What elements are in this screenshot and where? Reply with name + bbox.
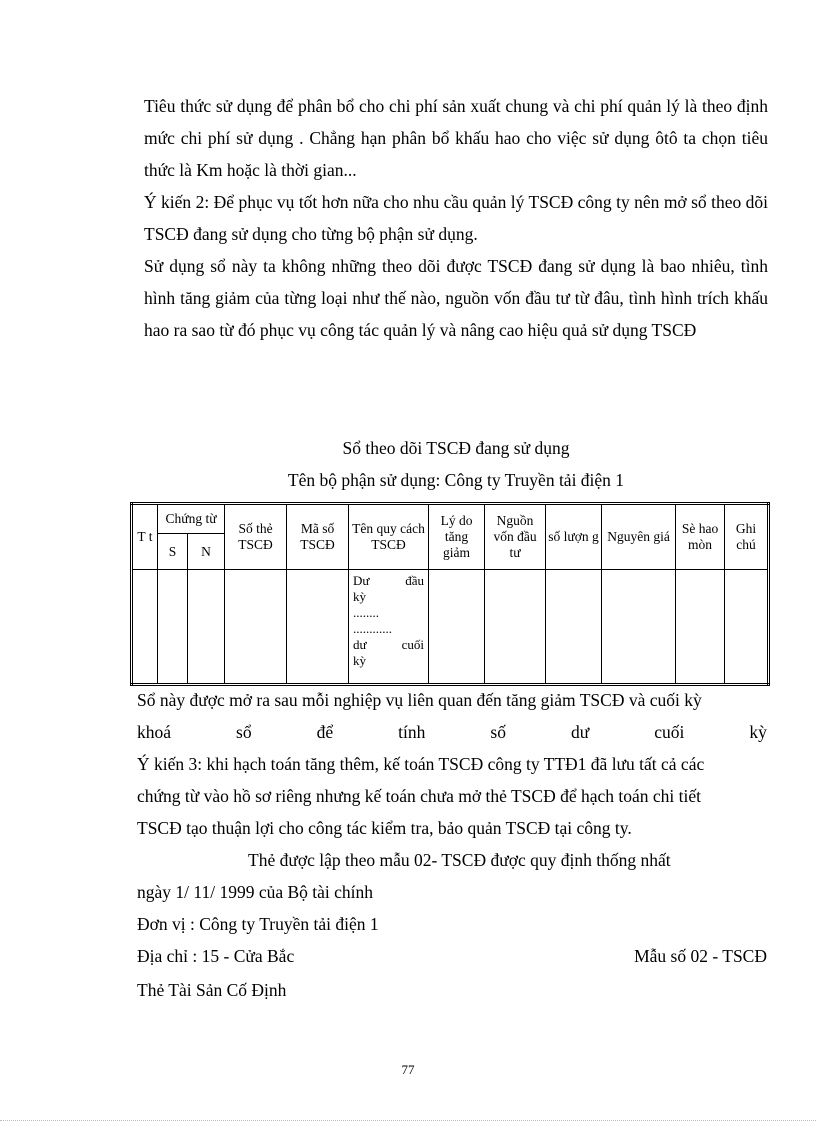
ledger-title: Sổ theo dõi TSCĐ đang sử dụng	[342, 438, 570, 458]
idea-3-line-3: TSCĐ tạo thuận lợi cho công tác kiểm tra, bảo quản TSCĐ tại công ty.	[137, 818, 632, 838]
ledger-table	[130, 502, 770, 686]
header-ten-quy-cach: Tên quy cách TSCĐ	[349, 504, 429, 570]
header-ly-do: Lý do tăng giảm	[429, 504, 485, 570]
cell-n	[188, 570, 225, 685]
table-row	[132, 570, 769, 685]
header-ghi-chu: Ghi chú	[725, 504, 769, 570]
paragraph-ledger-benefits: Sử dụng sổ này ta không những theo dõi được TSCĐ đang sử dụng là bao nhiêu, tình hình tăng giảm của từng loại như thế nào, nguồn vốn đầu tư từ đâu, tình hình trích khấu hao ra sao từ đó phục vụ công tác quản lý và nâng cao hiệu quả sử dụng TSCĐ	[144, 256, 768, 340]
dots-long: ............	[353, 621, 393, 636]
cell-nguon-von	[485, 570, 546, 685]
header-chung-tu: Chứng từ	[158, 504, 225, 534]
after-table-line-2: khoá sổ để tính số dư cuối kỳ	[137, 722, 767, 742]
header-so-luong: số lượn g	[546, 504, 602, 570]
opening-balance-suffix: kỳ	[353, 589, 367, 604]
cell-ma-so	[287, 570, 349, 685]
header-ma-so: Mã số TSCĐ	[287, 504, 349, 570]
opening-balance-row: Dư đầu	[353, 573, 425, 588]
cell-nguyen-gia	[602, 570, 676, 685]
page-bottom-divider	[0, 1120, 816, 1121]
form-note-1: Thẻ được lập theo mẫu 02- TSCĐ được quy định thống nhất	[248, 850, 671, 870]
header-nguyen-gia: Nguyên giá	[602, 504, 676, 570]
header-s: S	[158, 534, 188, 570]
address-row	[137, 946, 767, 967]
form-code: Mẫu số 02 - TSCĐ	[634, 946, 767, 966]
paragraph-idea-2: Ý kiến 2: Để phục vụ tốt hơn nữa cho nhu cầu quản lý TSCĐ công ty nên mở sổ theo dõi TSCĐ đang sử dụng cho từng bộ phận sử dụng.	[144, 192, 768, 244]
unit-line: Đơn vị : Công ty Truyền tải điện 1	[137, 914, 379, 934]
cell-so-hao-mon	[676, 570, 725, 685]
address: Địa chỉ : 15 - Cửa Bắc	[137, 946, 295, 966]
dots-short: ........	[353, 605, 380, 620]
paragraph-allocation: Tiêu thức sử dụng để phân bổ cho chi phí sản xuất chung và chi phí quản lý là theo định mức chi phí sử dụng . Chẳng hạn phân bổ khấu hao cho việc sử dụng ôtô ta chọn tiêu thức là Km hoặc là thời gian...	[144, 96, 768, 180]
cell-so-the	[225, 570, 287, 685]
idea-3-line-1: Ý kiến 3: khi hạch toán tăng thêm, kế toán TSCĐ công ty TTĐ1 đã lưu tất cả các	[137, 754, 705, 774]
header-so-the: Số thẻ TSCĐ	[225, 504, 287, 570]
cell-s	[158, 570, 188, 685]
header-tt: T t	[132, 504, 158, 570]
cell-tt	[132, 570, 158, 685]
ledger-department: Tên bộ phận sử dụng: Công ty Truyền tải điện 1	[287, 470, 625, 490]
form-note-2: ngày 1/ 11/ 1999 của Bộ tài chính	[137, 882, 374, 902]
cell-ly-do	[429, 570, 485, 685]
after-table-line-1: Sổ này được mở ra sau mỗi nghiệp vụ liên quan đến tăng giảm TSCĐ và cuối kỳ	[137, 690, 702, 710]
header-n: N	[188, 534, 225, 570]
card-title: Thẻ Tài Sản Cố Định	[137, 980, 287, 1000]
cell-so-luong	[546, 570, 602, 685]
idea-3-line-2: chứng từ vào hồ sơ riêng nhưng kế toán chưa mở thẻ TSCĐ để hạch toán chi tiết	[137, 786, 701, 806]
header-nguon-von: Nguồn vốn đầu tư	[485, 504, 546, 570]
cell-ghi-chu	[725, 570, 769, 685]
cell-balance	[349, 570, 429, 685]
closing-balance-row: dư cuối	[353, 637, 425, 652]
page-number: 77	[401, 1062, 415, 1077]
body-text	[144, 90, 768, 346]
header-so-hao-mon: Sè hao mòn	[676, 504, 725, 570]
closing-balance-suffix: kỳ	[353, 653, 367, 668]
